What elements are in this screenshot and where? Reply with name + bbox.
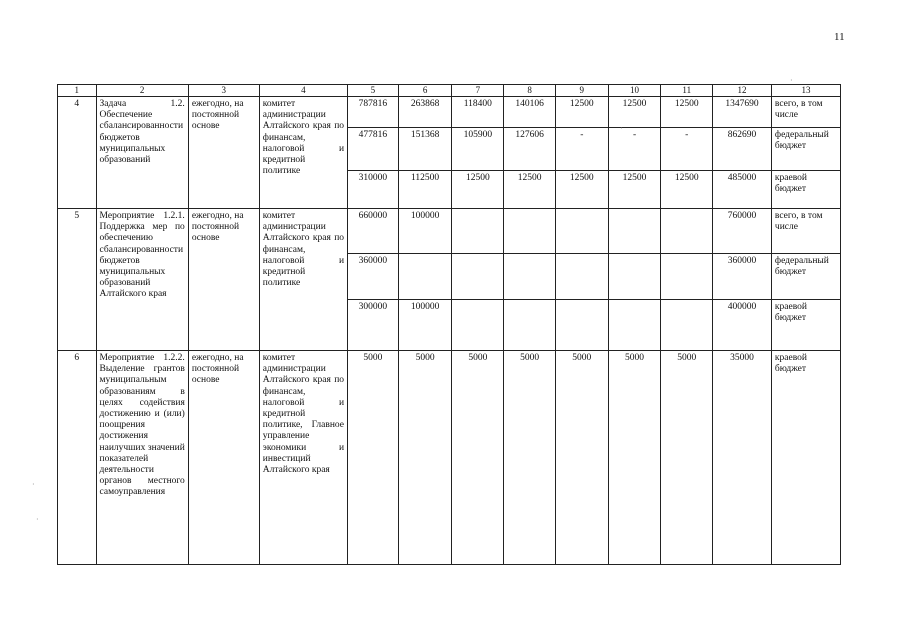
value-cell: 5000 bbox=[348, 351, 399, 565]
program-table bbox=[57, 84, 841, 565]
funding-source: всего, в том числе bbox=[771, 97, 840, 128]
funding-source: краевой бюджет bbox=[771, 300, 840, 351]
task-period: ежегодно, на постоянной основе bbox=[188, 97, 259, 209]
value-cell bbox=[555, 254, 608, 300]
value-cell: 360000 bbox=[348, 254, 399, 300]
total-cell: 760000 bbox=[713, 209, 772, 254]
column-header: 4 bbox=[259, 85, 347, 97]
value-cell: 151368 bbox=[398, 128, 452, 171]
row-number: 5 bbox=[58, 209, 97, 351]
total-cell: 862690 bbox=[713, 128, 772, 171]
table-row bbox=[58, 209, 841, 254]
column-header: 9 bbox=[555, 85, 608, 97]
funding-source: федеральный бюджет bbox=[771, 128, 840, 171]
value-cell: 105900 bbox=[452, 128, 504, 171]
value-cell: 12500 bbox=[608, 97, 661, 128]
task-period: ежегодно, на постоянной основе bbox=[188, 209, 259, 351]
column-header: 12 bbox=[713, 85, 772, 97]
column-header: 11 bbox=[661, 85, 713, 97]
value-cell bbox=[555, 300, 608, 351]
total-cell: 400000 bbox=[713, 300, 772, 351]
value-cell: 5000 bbox=[555, 351, 608, 565]
row-number: 4 bbox=[58, 97, 97, 209]
column-header: 3 bbox=[188, 85, 259, 97]
value-cell: 140106 bbox=[504, 97, 556, 128]
value-cell: 12500 bbox=[608, 171, 661, 209]
funding-source: краевой бюджет bbox=[771, 351, 840, 565]
row-number: 6 bbox=[58, 351, 97, 565]
value-cell bbox=[504, 254, 556, 300]
value-cell bbox=[452, 254, 504, 300]
value-cell: 12500 bbox=[555, 171, 608, 209]
page-number: 11 bbox=[834, 31, 845, 43]
value-cell bbox=[504, 209, 556, 254]
value-cell bbox=[661, 254, 713, 300]
column-header: 7 bbox=[452, 85, 504, 97]
value-cell: 12500 bbox=[661, 97, 713, 128]
funding-source: федеральный бюджет bbox=[771, 254, 840, 300]
value-cell: 12500 bbox=[555, 97, 608, 128]
value-cell: 263868 bbox=[398, 97, 452, 128]
value-cell bbox=[504, 300, 556, 351]
value-cell bbox=[555, 209, 608, 254]
task-name: Задача 1.2. Обеспечение сбалансированности бюджетов муниципальных образований bbox=[96, 97, 188, 209]
task-period: ежегодно, на постоянной основе bbox=[188, 351, 259, 565]
funding-source: краевой бюджет bbox=[771, 171, 840, 209]
value-cell: 5000 bbox=[452, 351, 504, 565]
scan-speck: · bbox=[790, 76, 793, 85]
task-name: Мероприятие 1.2.1. Поддержка мер по обеспечению сбалансированности бюджетов муниципальных образований Алтайского края bbox=[96, 209, 188, 351]
total-cell: 360000 bbox=[713, 254, 772, 300]
value-cell: 5000 bbox=[608, 351, 661, 565]
column-header: 8 bbox=[504, 85, 556, 97]
total-cell: 485000 bbox=[713, 171, 772, 209]
table-row bbox=[58, 97, 841, 128]
value-cell: 5000 bbox=[398, 351, 452, 565]
table-row bbox=[58, 351, 841, 565]
value-cell: 787816 bbox=[348, 97, 399, 128]
task-name: Мероприятие 1.2.2. Выделение грантов муниципальным образованиям в целях содействия достижению и (или) поощрения достижения наилучших значений показателей деятельности органов местного самоуправления bbox=[96, 351, 188, 565]
header-row bbox=[58, 85, 841, 97]
value-cell: 310000 bbox=[348, 171, 399, 209]
value-cell bbox=[398, 254, 452, 300]
column-header: 10 bbox=[608, 85, 661, 97]
value-cell bbox=[608, 300, 661, 351]
value-cell: 477816 bbox=[348, 128, 399, 171]
total-cell: 1347690 bbox=[713, 97, 772, 128]
value-cell: 12500 bbox=[661, 171, 713, 209]
value-cell: - bbox=[608, 128, 661, 171]
value-cell: 5000 bbox=[504, 351, 556, 565]
value-cell: 118400 bbox=[452, 97, 504, 128]
task-executor: комитет администрации Алтайского края по финансам, налоговой и кредитной политике bbox=[259, 209, 347, 351]
value-cell: 127606 bbox=[504, 128, 556, 171]
task-executor: комитет администрации Алтайского края по финансам, налоговой и кредитной политике bbox=[259, 97, 347, 209]
total-cell: 35000 bbox=[713, 351, 772, 565]
column-header: 6 bbox=[398, 85, 452, 97]
value-cell: 12500 bbox=[504, 171, 556, 209]
value-cell bbox=[608, 254, 661, 300]
value-cell: 660000 bbox=[348, 209, 399, 254]
column-header: 1 bbox=[58, 85, 97, 97]
column-header: 5 bbox=[348, 85, 399, 97]
value-cell: 5000 bbox=[661, 351, 713, 565]
scan-speck: · bbox=[32, 480, 35, 489]
scan-speck: · bbox=[620, 124, 623, 133]
column-header: 2 bbox=[96, 85, 188, 97]
funding-source: всего, в том числе bbox=[771, 209, 840, 254]
value-cell bbox=[661, 300, 713, 351]
value-cell: - bbox=[555, 128, 608, 171]
value-cell bbox=[452, 209, 504, 254]
value-cell: 12500 bbox=[452, 171, 504, 209]
value-cell: 300000 bbox=[348, 300, 399, 351]
task-executor: комитет администрации Алтайского края по финансам, налоговой и кредитной политике, Главное управление экономики и инвестиций Алтайского края bbox=[259, 351, 347, 565]
value-cell bbox=[452, 300, 504, 351]
value-cell bbox=[608, 209, 661, 254]
value-cell: 100000 bbox=[398, 209, 452, 254]
value-cell bbox=[661, 209, 713, 254]
column-header: 13 bbox=[771, 85, 840, 97]
scan-speck: · bbox=[36, 515, 39, 524]
value-cell: 100000 bbox=[398, 300, 452, 351]
value-cell: 112500 bbox=[398, 171, 452, 209]
value-cell: - bbox=[661, 128, 713, 171]
